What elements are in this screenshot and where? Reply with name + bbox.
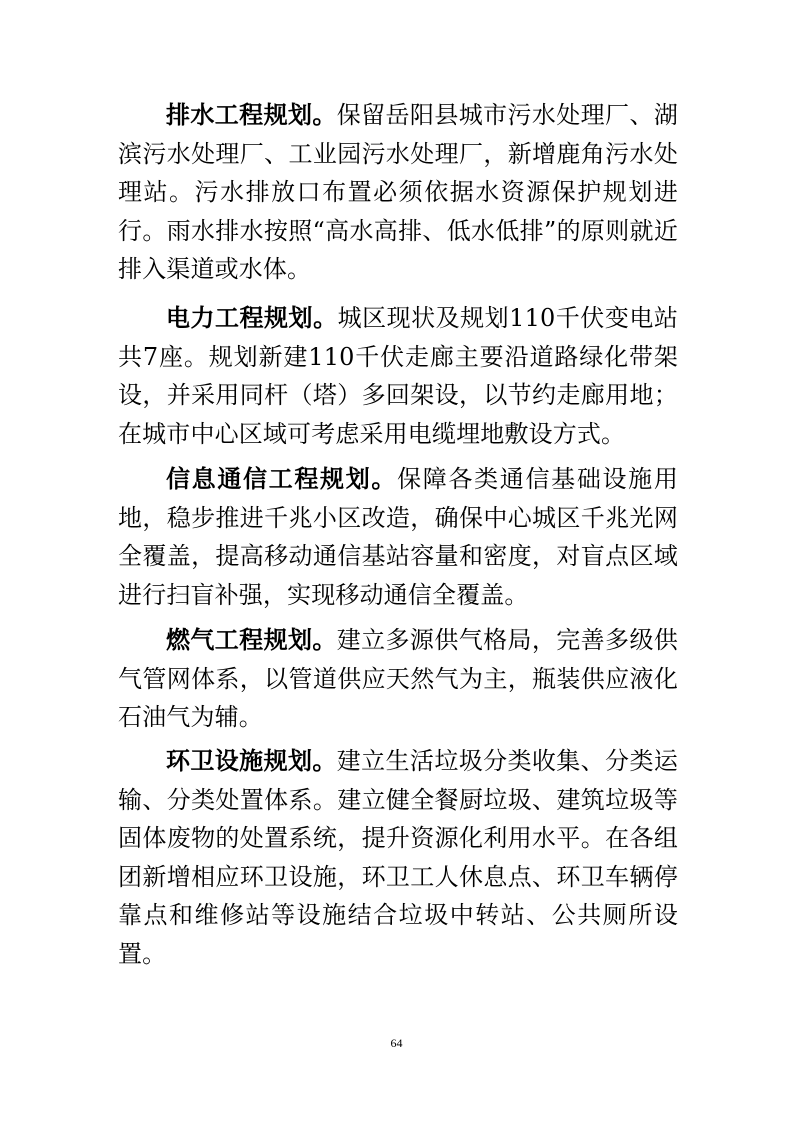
paragraph-sanitation [118, 742, 678, 974]
section-body-gas: 建立多源供气格局，完善多级供气管网体系，以管道供应天然气为主，瓶装供应液化石油气为辅。 [118, 626, 678, 732]
section-body-telecom: 保障各类通信基础设施用地，稳步推进千兆小区改造，确保中心城区千兆光网全覆盖，提高移动通信基站容量和密度，对盲点区域进行扫盲补强，实现移动通信全覆盖。 [118, 465, 678, 609]
paragraph-telecom [118, 460, 678, 614]
section-body-power: 城区现状及规划110千伏变电站共7座。规划新建110千伏走廊主要沿道路绿化带架设，并采用同杆（塔）多回架设，以节约走廊用地；在城市中心区域可考虑采用电缆埋地敷设方式。 [118, 304, 678, 448]
section-heading-gas: 燃气工程规划。 [166, 626, 337, 654]
section-body-sanitation: 建立生活垃圾分类收集、分类运输、分类处置体系。建立健全餐厨垃圾、建筑垃圾等固体废物的处置系统，提升资源化利用水平。在各组团新增相应环卫设施，环卫工人休息点、环卫车辆停靠点和维修站等设施结合垃圾中转站、公共厕所设置。 [118, 747, 678, 968]
section-body-drainage: 保留岳阳县城市污水处理厂、湖滨污水处理厂、工业园污水处理厂，新增鹿角污水处理站。污水排放口布置必须依据水资源保护规划进行。雨水排水按照“高水高排、低水低排”的原则就近排入渠道或水体。 [118, 101, 678, 284]
section-heading-sanitation: 环卫设施规划。 [166, 747, 337, 775]
page-number: 64 [390, 1036, 403, 1050]
paragraph-drainage [118, 96, 678, 289]
section-heading-telecom: 信息通信工程规划。 [166, 465, 398, 493]
section-heading-power: 电力工程规划。 [166, 304, 338, 332]
section-heading-drainage: 排水工程规划。 [166, 101, 337, 129]
paragraph-gas [118, 621, 678, 737]
paragraph-power [118, 299, 678, 453]
